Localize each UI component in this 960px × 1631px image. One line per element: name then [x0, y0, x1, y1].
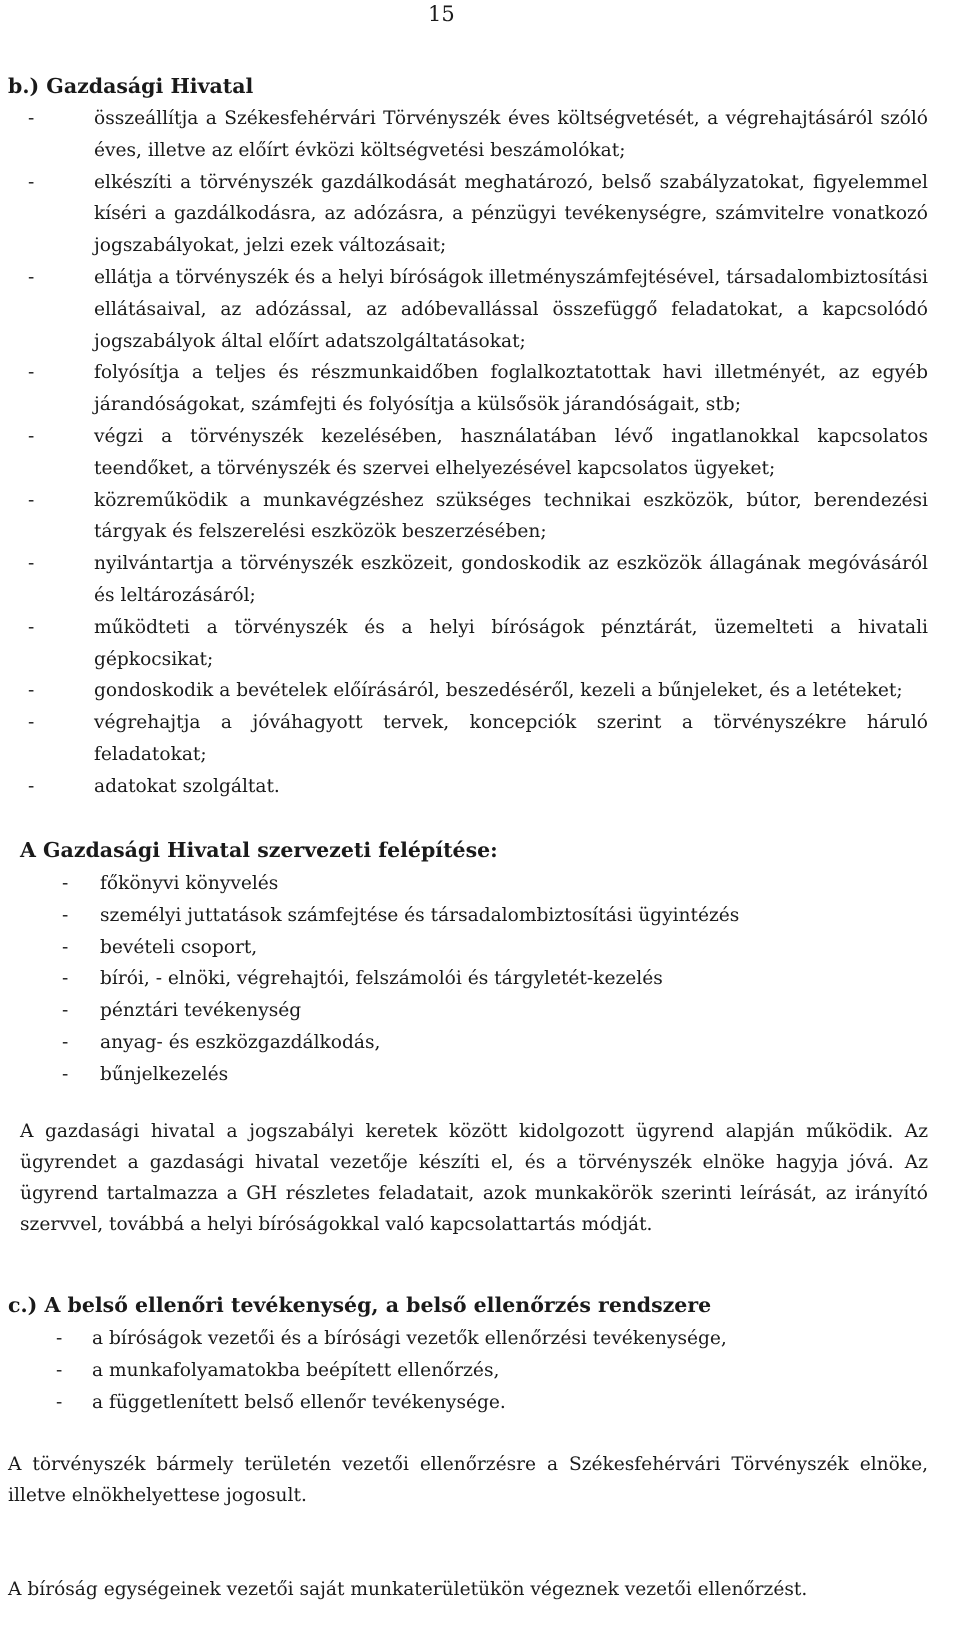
- list-item: - összeállítja a Székesfehérvári Törvényszék éves költségvetését, a végrehajtásáról szóló éves, illetve az előírt évközi költségvetési beszámolókat;: [28, 108, 928, 161]
- list-item: - a munkafolyamatokba beépített ellenőrzés,: [56, 1359, 500, 1381]
- list-item: - bevételi csoport,: [62, 936, 258, 958]
- section-c-heading: c.) A belső ellenőri tevékenység, a belső ellenőrzés rendszere: [8, 1293, 712, 1317]
- section-b-list: [28, 103, 928, 803]
- list-item: - pénztári tevékenység: [62, 1000, 302, 1022]
- structure-paragraph: A gazdasági hivatal a jogszabályi keretek között kidolgozott ügyrend alapján működik. Az ügyrendet a gazdasági hivatal vezetője készíti el, és a törvényszék elnöke hagyja jóvá. Az ügyrend tartalmazza a GH részletes feladatait, azok munkakörök szerinti leírását, az irányító szervvel, továbbá a helyi bíróságokkal való kapcsolattartás módját.: [20, 1121, 928, 1235]
- structure-heading: A Gazdasági Hivatal szervezeti felépítése:: [20, 838, 498, 862]
- list-item: - működteti a törvényszék és a helyi bíróságok pénztárát, üzemelteti a hivatali gépkocsikat;: [28, 616, 928, 670]
- section-c-paragraph-2: A bíróság egységeinek vezetői saját munkaterületükön végeznek vezetői ellenőrzést.: [8, 1579, 808, 1600]
- list-item: - főkönyvi könyvelés: [62, 873, 279, 894]
- page-number: 15: [428, 2, 455, 26]
- list-item: - elkészíti a törvényszék gazdálkodását meghatározó, belső szabályzatokat, figyelemmel kíséri a gazdálkodásra, az adózásra, a pénzügyi tevékenységre, számvitelre vonatkozó jogszabályokat, jelzi ezek változásait;: [28, 171, 928, 257]
- structure-list: [62, 868, 739, 1091]
- list-item: - végrehajtja a jóváhagyott tervek, koncepciók szerint a törvényszékre háruló feladatokat;: [28, 712, 928, 765]
- list-item: - a függetlenített belső ellenőr tevékenysége.: [56, 1391, 506, 1413]
- list-item: - anyag- és eszközgazdálkodás,: [62, 1031, 381, 1053]
- list-item: - ellátja a törvényszék és a helyi bíróságok illetményszámfejtésével, társadalombiztosítási ellátásaival, az adózással, az adóbevallással összefüggő feladatokat, a kapcsolódó jogszabályok által előírt adatszolgáltatásokat;: [28, 266, 928, 352]
- list-item: - bűnjelkezelés: [62, 1063, 229, 1085]
- list-item: - a bíróságok vezetői és a bírósági vezetők ellenőrzési tevékenysége,: [56, 1328, 727, 1349]
- list-item: - bírói, - elnöki, végrehajtói, felszámolói és tárgyletét-kezelés: [62, 968, 663, 990]
- section-b-heading: b.) Gazdasági Hivatal: [8, 74, 254, 98]
- list-item: - gondoskodik a bevételek előírásáról, beszedéséről, kezeli a bűnjeleket, és a letéteket;: [28, 680, 903, 702]
- section-c-paragraph-1: A törvényszék bármely területén vezetői ellenőrzésre a Székesfehérvári Törvényszék elnöke, illetve elnökhelyettese jogosult.: [8, 1454, 928, 1506]
- list-item: - folyósítja a teljes és részmunkaidőben foglalkoztatottak havi illetményét, az egyéb járandóságokat, számfejti és folyósítja a külsősök járandóságait, stb;: [28, 362, 928, 416]
- list-item: - közreműködik a munkavégzéshez szükséges technikai eszközök, bútor, berendezési tárgyak és felszerelési eszközök beszerzésében;: [28, 489, 928, 543]
- list-item: - végzi a törvényszék kezelésében, használatában lévő ingatlanokkal kapcsolatos teendőket, a törvényszék és szervei elhelyezésével kapcsolatos ügyeket;: [28, 425, 928, 479]
- list-item: - személyi juttatások számfejtése és társadalombiztosítási ügyintézés: [62, 904, 740, 926]
- section-c-list: [56, 1323, 727, 1418]
- list-item: - nyilvántartja a törvényszék eszközeit, gondoskodik az eszközök állagának megóvásáról és leltározásáról;: [28, 553, 928, 606]
- list-item: - adatokat szolgáltat.: [28, 775, 280, 797]
